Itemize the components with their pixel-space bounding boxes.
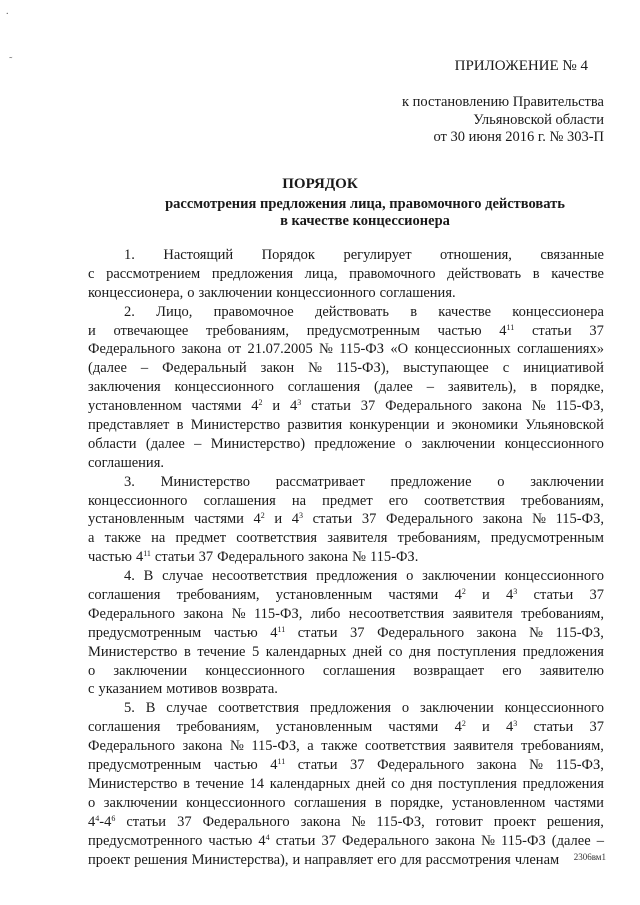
body-line: 4. В случае несоответствия предложения о заключении концессионного	[124, 568, 604, 585]
body-line: проект решения Министерства), и направляет его для рассмотрения членам	[88, 851, 560, 868]
subtitle-line: рассмотрения предложения лица, правомочного действовать	[165, 196, 565, 212]
body-line: Федерального закона № 115-ФЗ, а также соответствия заявителя требованиям,	[88, 738, 604, 755]
body-line: 2. Лицо, правомочное действовать в качестве концессионера	[124, 303, 604, 320]
body-line: установленным частями $4^2$ и $4^3$ статьи 37 Федерального закона № 115-ФЗ,	[88, 511, 604, 528]
body-line: 5. В случае соответствия предложения о заключении концессионного	[124, 700, 604, 717]
margin-mark: ˜	[9, 56, 13, 67]
document-code: 2306вм1	[573, 852, 606, 862]
body-line: о заключении концессионного соглашения в порядке, установленном частями	[88, 794, 604, 811]
body-line: заключения концессионного соглашения (далее – заявитель), в порядке,	[88, 379, 604, 396]
body-line: концессионера, о заключении концессионного соглашения.	[88, 284, 456, 301]
body-line: предусмотренного частью $4^4$ статьи 37 Федерального закона № 115-ФЗ (далее –	[88, 832, 604, 849]
appendix-label: ПРИЛОЖЕНИЕ № 4	[454, 58, 588, 74]
body-line: о заключении концессионного соглашения возвращает его заявителю	[88, 662, 604, 679]
body-line: частью $4^{11}$ статьи 37 Федерального закона № 115-ФЗ.	[88, 549, 419, 566]
body-line: с рассмотрением предложения лица, правомочного действовать в качестве	[88, 265, 604, 282]
body-line: Федерального закона № 115-ФЗ, либо несоответствия заявителя требованиям,	[88, 605, 604, 622]
body-line: $4^4-4^6$ статьи 37 Федерального закона № 115-ФЗ, готовит проект решения,	[88, 813, 604, 830]
body-line: представляет в Министерство развития конкуренции и экономики Ульяновской	[88, 417, 604, 434]
body-line: (далее – Федеральный закон № 115-ФЗ), выступающее с инициативой	[88, 360, 604, 377]
body-line: Министерство в течение 14 календарных дней со дня поступления предложения	[88, 775, 604, 792]
body-line: концессионного соглашения на предмет его соответствия требованиям,	[88, 492, 604, 509]
body-line: а также на предмет соответствия заявителя требованиям, предусмотренным	[88, 530, 604, 547]
document-subtitle	[0, 196, 640, 230]
body-line: установленном частями $4^2$ и $4^3$ статьи 37 Федерального закона № 115-ФЗ,	[88, 398, 604, 415]
decree-line: Ульяновской области	[473, 111, 604, 128]
decree-line: от 30 июня 2016 г. № 303-П	[433, 129, 604, 145]
document-body	[88, 246, 604, 869]
body-line: предусмотренным частью $4^{11}$ статьи 37 Федерального закона № 115-ФЗ,	[88, 757, 604, 774]
body-line: соглашения.	[88, 454, 164, 471]
body-line: и отвечающее требованиям, предусмотренным частью $4^{11}$ статьи 37	[88, 322, 604, 339]
body-line: соглашения требованиям, установленным частями $4^2$ и $4^3$ статьи 37	[88, 719, 604, 736]
body-line: соглашения требованиям, установленным частями $4^2$ и $4^3$ статьи 37	[88, 587, 604, 604]
margin-mark: .	[6, 6, 9, 17]
body-line: 3. Министерство рассматривает предложение о заключении	[124, 473, 604, 490]
body-line: области (далее – Министерство) предложение о заключении концессионного	[88, 435, 604, 452]
subtitle-line: в качестве концессионера	[280, 213, 450, 229]
body-line: 1. Настоящий Порядок регулирует отношения, связанные	[124, 247, 604, 263]
body-line: предусмотренным частью $4^{11}$ статьи 37 Федерального закона № 115-ФЗ,	[88, 624, 604, 641]
decree-reference	[402, 94, 604, 147]
decree-line: к постановлению Правительства	[402, 94, 604, 110]
document-title: ПОРЯДОК	[282, 176, 358, 192]
body-line: Федерального закона от 21.07.2005 № 115-ФЗ «О концессионных соглашениях»	[88, 341, 604, 358]
body-line: с указанием мотивов возврата.	[88, 681, 278, 698]
body-line: Министерство в течение 5 календарных дней со дня поступления предложения	[88, 643, 604, 660]
